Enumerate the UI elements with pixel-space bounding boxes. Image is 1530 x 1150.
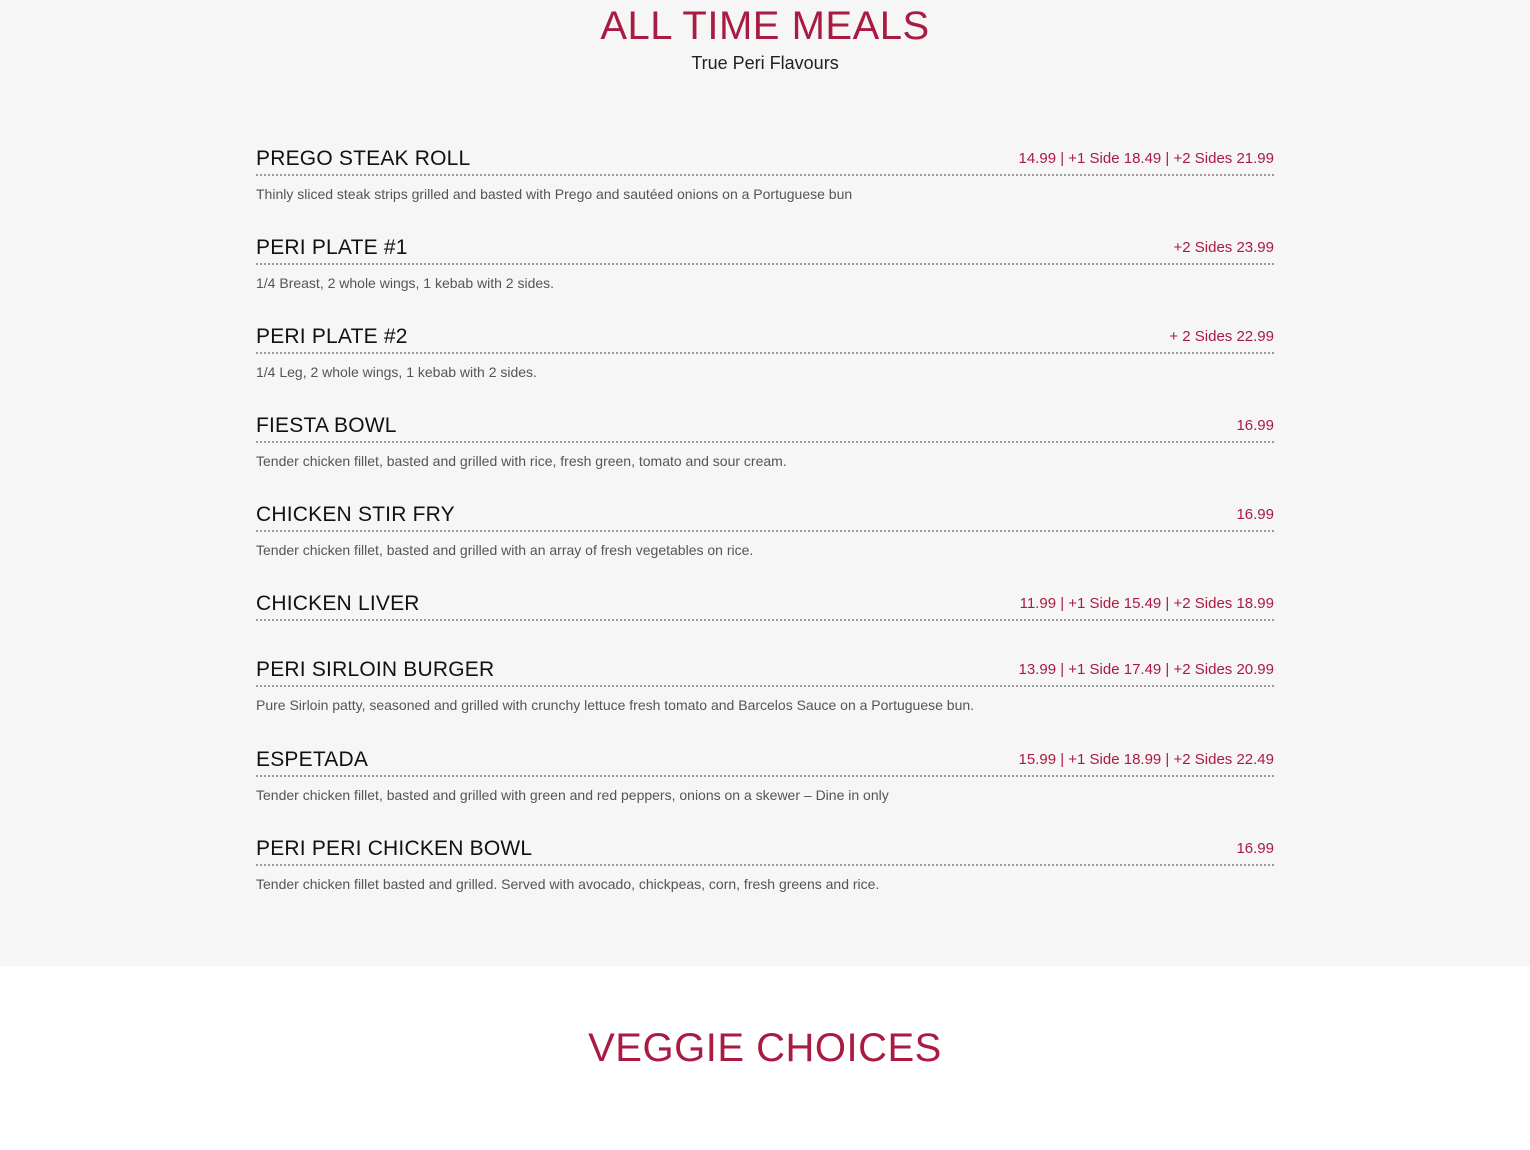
menu-item-description: Thinly sliced steak strips grilled and basted with Prego and sautéed onions on a Portuguese bun [256, 186, 853, 202]
menu-item-header [256, 503, 1274, 532]
menu-item-header [256, 414, 1274, 443]
veggie-choices-section [0, 966, 1530, 1150]
menu-item-price: + 2 Sides 22.99 [1169, 328, 1274, 345]
menu-item-name: PERI SIRLOIN BURGER [256, 658, 495, 681]
section-title-veggie-choices: VEGGIE CHOICES [588, 1026, 942, 1070]
menu-item-name: CHICKEN LIVER [256, 592, 420, 615]
menu-item-name: PERI PLATE #1 [256, 236, 408, 259]
menu-item-price: 15.99 | +1 Side 18.99 | +2 Sides 22.49 [1018, 751, 1274, 768]
menu-item-name: PERI PLATE #2 [256, 325, 408, 348]
menu-item-header [256, 748, 1274, 777]
menu-item [256, 147, 1274, 202]
menu-item [256, 592, 1274, 621]
menu-item-description: 1/4 Breast, 2 whole wings, 1 kebab with 2 sides. [256, 275, 555, 291]
menu-item [256, 236, 1274, 291]
menu-item-header [256, 147, 1274, 176]
menu-item [256, 325, 1274, 380]
menu-item [256, 837, 1274, 892]
menu-item-header [256, 658, 1274, 687]
menu-item-header [256, 592, 1274, 621]
menu-item-description: Tender chicken fillet basted and grilled. Served with avocado, chickpeas, corn, fresh greens and rice. [256, 876, 880, 892]
menu-item-header [256, 236, 1274, 265]
menu-item-name: ESPETADA [256, 748, 369, 771]
menu-item-header [256, 325, 1274, 354]
menu-item [256, 414, 1274, 469]
menu-item-price: 14.99 | +1 Side 18.49 | +2 Sides 21.99 [1018, 150, 1274, 167]
menu-item-price: 16.99 [1236, 506, 1274, 523]
menu-item-description: Tender chicken fillet, basted and grilled with an array of fresh vegetables on rice. [256, 542, 754, 558]
menu-item-name: CHICKEN STIR FRY [256, 503, 455, 526]
menu-item-description: 1/4 Leg, 2 whole wings, 1 kebab with 2 sides. [256, 364, 537, 380]
section-title-all-time-meals: ALL TIME MEALS [600, 4, 930, 48]
menu-item-price: 11.99 | +1 Side 15.49 | +2 Sides 18.99 [1019, 595, 1274, 612]
menu-item-price: +2 Sides 23.99 [1173, 239, 1274, 256]
menu-item [256, 503, 1274, 558]
menu-item-price: 16.99 [1236, 840, 1274, 857]
menu-item-name: PERI PERI CHICKEN BOWL [256, 837, 533, 860]
menu-item [256, 658, 1274, 713]
menu-item-description: Pure Sirloin patty, seasoned and grilled with crunchy lettuce fresh tomato and Barcelos Sauce on a Portuguese bun. [256, 697, 975, 713]
menu-item [256, 748, 1274, 803]
menu-item-name: PREGO STEAK ROLL [256, 147, 471, 170]
menu-item-description: Tender chicken fillet, basted and grilled with green and red peppers, onions on a skewer – Dine in only [256, 787, 889, 803]
menu-item-header [256, 837, 1274, 866]
menu-item-price: 16.99 [1236, 417, 1274, 434]
menu-item-price: 13.99 | +1 Side 17.49 | +2 Sides 20.99 [1018, 661, 1274, 678]
menu-item-name: FIESTA BOWL [256, 414, 397, 437]
menu-item-description: Tender chicken fillet, basted and grilled with rice, fresh green, tomato and sour cream. [256, 453, 787, 469]
section-subtitle: True Peri Flavours [691, 53, 839, 73]
